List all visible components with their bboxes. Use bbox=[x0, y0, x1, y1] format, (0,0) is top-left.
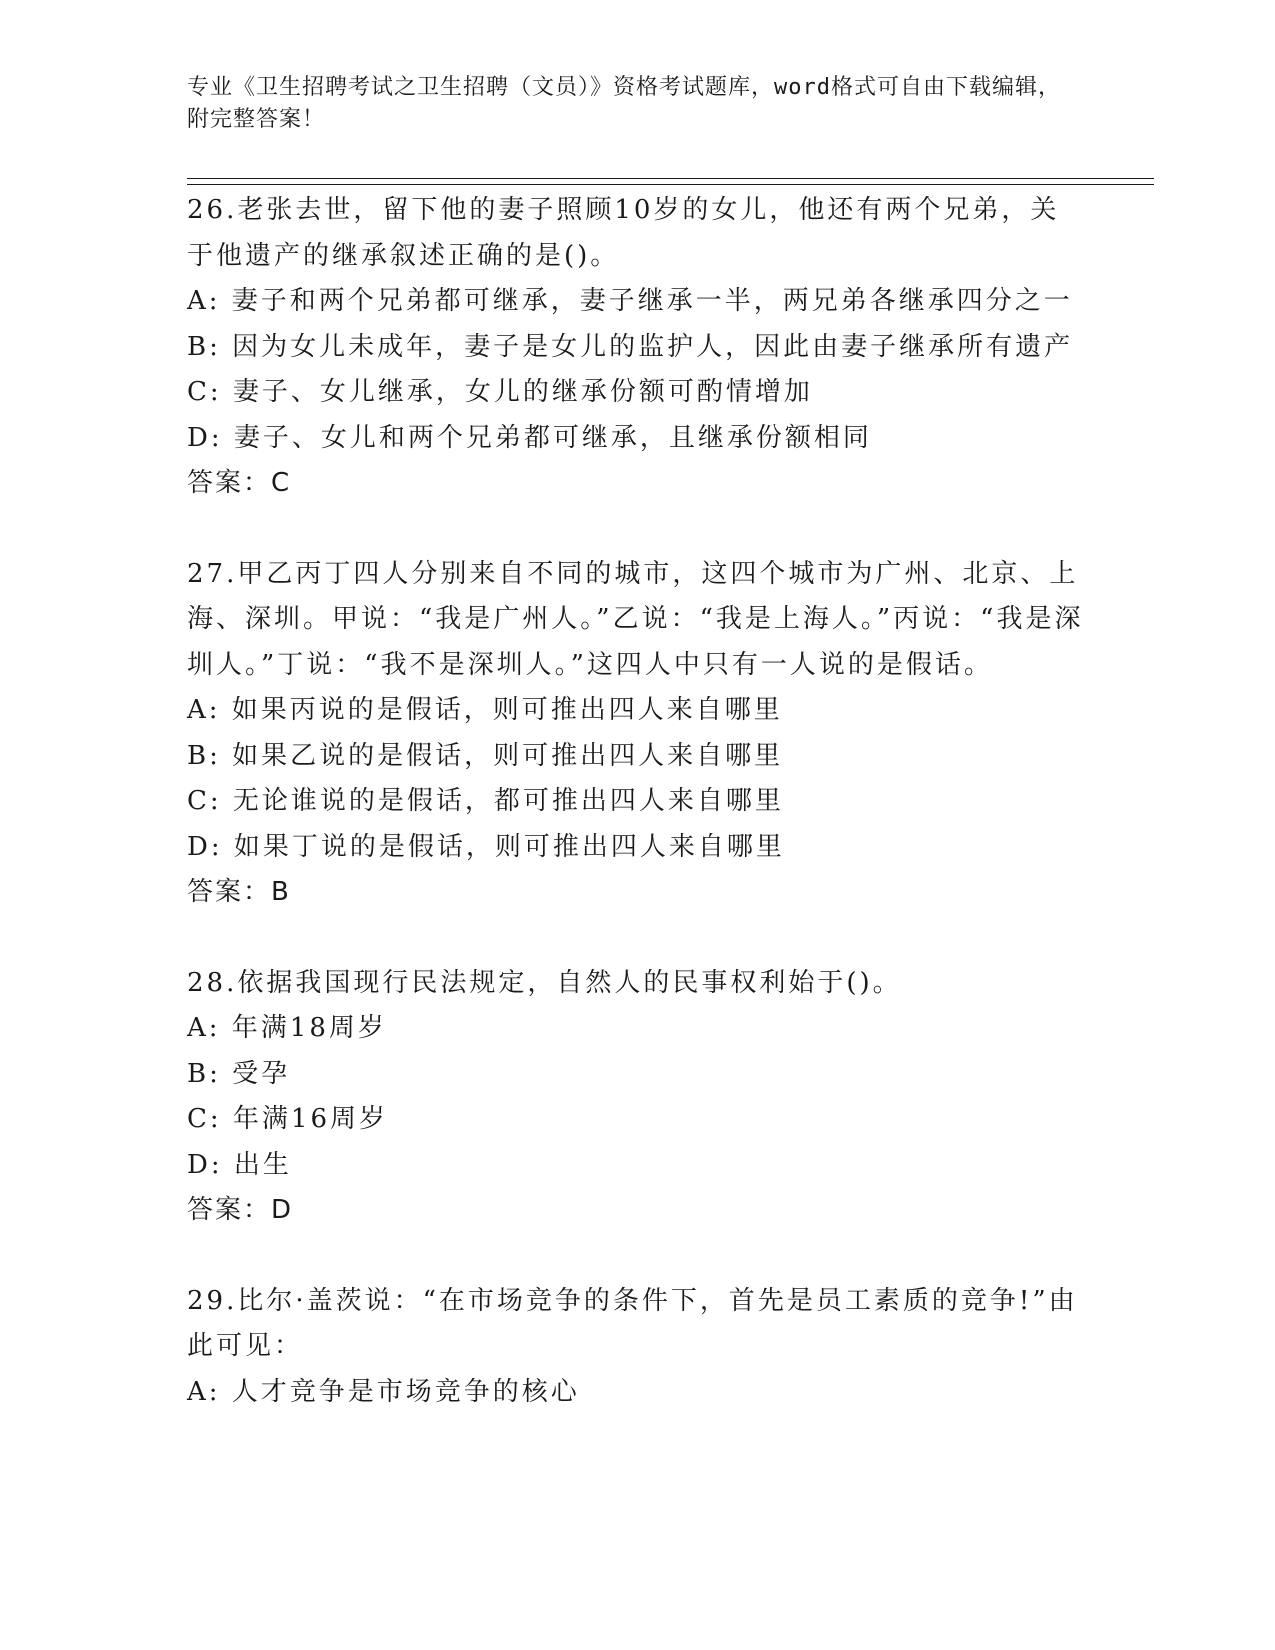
option-a: A: 人才竞争是市场竞争的核心 bbox=[187, 1376, 580, 1407]
question-stem: 28.依据我国现行民法规定，自然人的民事权利始于()。 bbox=[187, 967, 902, 998]
option-a: A: 年满18周岁 bbox=[187, 1013, 387, 1043]
answer-label: 答案：C bbox=[187, 468, 292, 498]
question-27 bbox=[187, 552, 1087, 916]
question-stem: 26.老张去世，留下他的妻子照顾10岁的女儿，他还有两个兄弟，关于他遗产的继承叙述正确的是()。 bbox=[187, 195, 1060, 271]
question-stem: 27.甲乙丙丁四人分别来自不同的城市，这四个城市为广州、北京、上海、深圳。甲说：“我是广州人。”乙说：“我是上海人。”丙说：“我是深圳人。”丁说：“我不是深圳人。”这四人中只有一人说的是假话。 bbox=[187, 558, 1084, 680]
question-list bbox=[187, 188, 1087, 1415]
option-c: C: 无论谁说的是假话，都可推出四人来自哪里 bbox=[187, 786, 784, 816]
option-c: C: 妻子、女儿继承，女儿的继承份额可酌情增加 bbox=[187, 377, 813, 407]
option-b: B: 受孕 bbox=[187, 1058, 291, 1089]
question-stem: 29.比尔·盖茨说：“在市场竞争的条件下，首先是员工素质的竞争!”由此可见： bbox=[187, 1285, 1078, 1361]
option-d: D: 妻子、女儿和两个兄弟都可继承，且继承份额相同 bbox=[187, 422, 872, 453]
option-d: D: 出生 bbox=[187, 1149, 292, 1180]
question-26 bbox=[187, 188, 1087, 507]
header-description: 专业《卫生招聘考试之卫生招聘（文员）》资格考试题库，word格式可自由下载编辑，附完整答案！ bbox=[187, 75, 1061, 132]
answer-label: 答案：D bbox=[187, 1195, 294, 1225]
option-d: D: 如果丁说的是假话，则可推出四人来自哪里 bbox=[187, 831, 785, 862]
header-divider-top bbox=[187, 178, 1154, 179]
question-29 bbox=[187, 1279, 1087, 1416]
option-a: A: 妻子和两个兄弟都可继承，妻子继承一半，两兄弟各继承四分之一 bbox=[187, 286, 1073, 316]
option-b: B: 如果乙说的是假话，则可推出四人来自哪里 bbox=[187, 740, 784, 771]
header-divider-bottom bbox=[187, 184, 1154, 185]
answer-label: 答案：B bbox=[187, 877, 291, 907]
option-a: A: 如果丙说的是假话，则可推出四人来自哪里 bbox=[187, 695, 783, 725]
document-header bbox=[187, 72, 1067, 136]
question-28 bbox=[187, 961, 1087, 1234]
option-b: B: 因为女儿未成年，妻子是女儿的监护人，因此由妻子继承所有遗产 bbox=[187, 331, 1074, 362]
option-c: C: 年满16周岁 bbox=[187, 1104, 389, 1134]
